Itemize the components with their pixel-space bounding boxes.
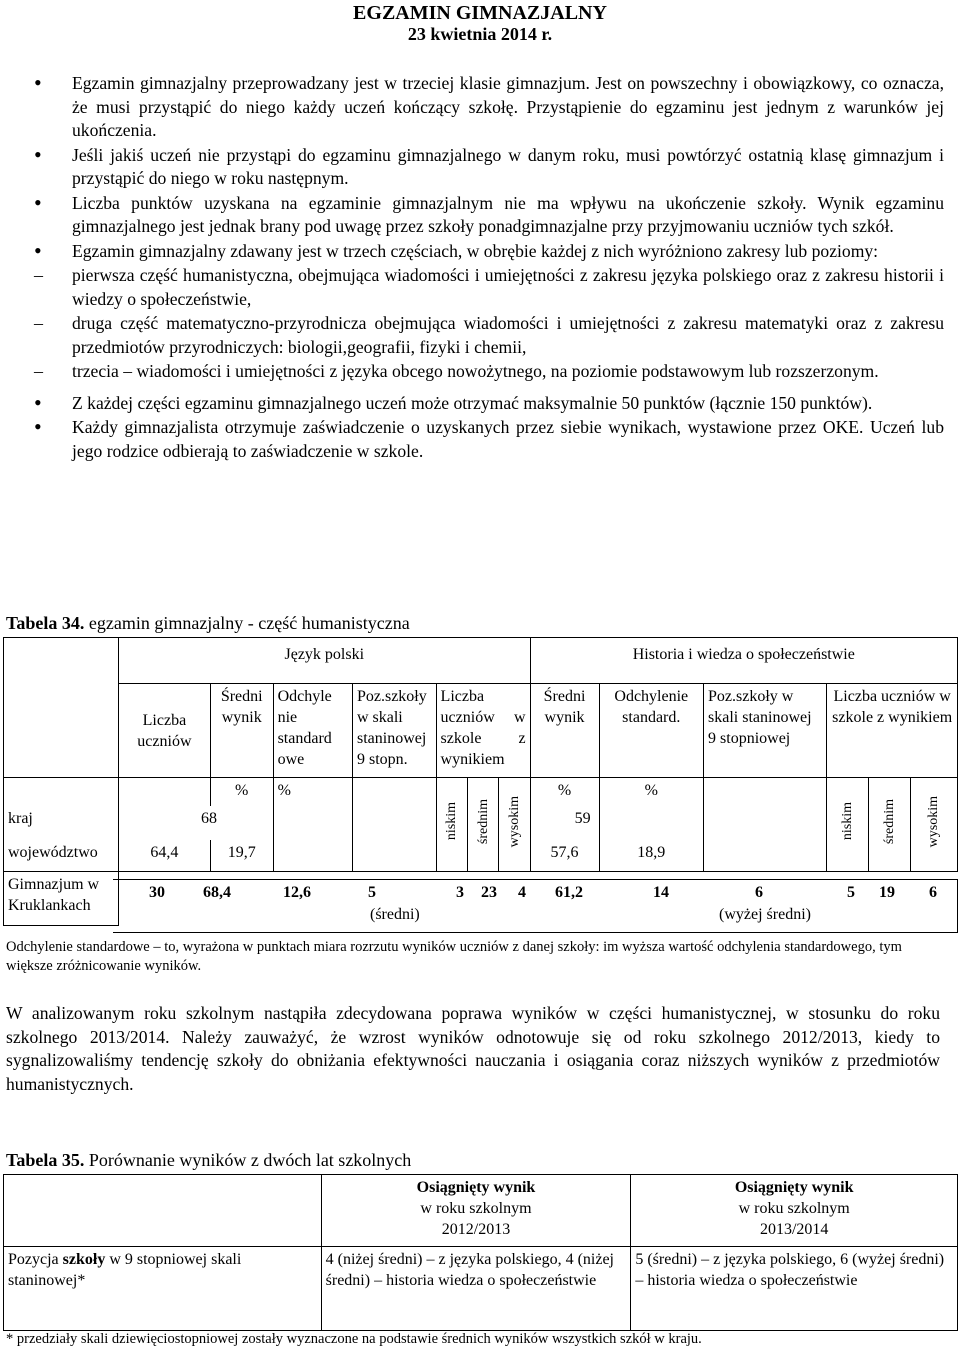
table34-caption: Tabela 34. egzamin gimnazjalny - część humanistyczna — [6, 613, 410, 633]
analysis-paragraph: W analizowanym roku szkolnym nastąpiła zdecydowana poprawa wyników w części humanistycznej, w stosunku do roku szkolnego 2013/2014. Należy zauważyć, że wzrost wyników odnotowuje się od roku szkolnego 2012/2013, kiedy to sygnalizowaliśmy tendencję szkoły do obniżania efektywności nauczania i osiągania coraz niższych wyników z przedmiotów humanistycznych. — [6, 1003, 940, 1094]
gim-sredni-2: 61,2 — [555, 884, 583, 901]
col-2013: Osiągnięty wynik w roku szkolnym 2013/2014 — [631, 1175, 958, 1247]
gim-poz-2-note: (wyżej średni) — [719, 906, 811, 923]
list-item: • Egzamin gimnazjalny zdawany jest w trzech częściach, w obrębie każdej z nich wyróżniono zakresy lub poziomy: — [34, 240, 944, 264]
group-polish: Język polski — [118, 638, 530, 684]
woj-sredni-2: 57,6 — [530, 840, 599, 872]
gim-poz-note: (średni) — [370, 906, 420, 923]
row-label-woj: województwo — [4, 840, 119, 872]
exam-date: 23 kwietnia 2014 r. — [407, 24, 553, 44]
page-title: EGZAMIN GIMNAZJALNY — [353, 2, 607, 24]
list-item: • Egzamin gimnazjalny przeprowadzany jest w trzeciej klasie gimnazjum. Jest on powszechny i obowiązkowy, co oznacza, że musi przystąpić do niego każdy uczeń kończący szkołę. Przystąpienie do egzaminu jest jednym z warunków jej ukończenia. — [34, 72, 944, 143]
std-dev-note: Odchylenie standardowe – to, wyrażona w punktach miara rozrzutu wyników uczniów z danej szkoły: im wyższa wartość odchylenia standardowego, tym większe zróżnicowanie wyników. — [6, 939, 902, 974]
list-item: – druga część matematyczno-przyrodnicza obejmująca wiadomości i umiejętności z zakresu matematyki oraz z zakresu przedmiotów przyrodniczych: biologii,geografii, fizyki i chemii, — [34, 312, 944, 359]
level-high: wysokim — [506, 795, 522, 848]
kraj-sredni: 68 — [118, 806, 273, 840]
list-item: • Liczba punktów uzyskana na egzaminie gimnazjalnym nie ma wpływu na ukończenie szkoły. Wynik egzaminu gimnazjalnego jest jednak brany pod uwagę przez szkoły ponadgimnazjalne przy przyjmowaniu uczniów tych szkół. — [34, 192, 944, 239]
level-high-2: wysokim — [926, 795, 942, 848]
list-item: • Z każdej części egzaminu gimnazjalnego uczeń może otrzymać maksymalnie 50 punktów (łącznie 150 punktów). — [34, 392, 944, 416]
level-mid: średnim — [475, 798, 491, 845]
list-item: – trzecia – wiadomości i umiejętności z języka obcego nowożytnego, na poziomie podstawowym lub rozszerzonym. — [34, 360, 944, 384]
table35-caption: Tabela 35. Porównanie wyników z dwóch lat szkolnych — [6, 1150, 412, 1170]
header-liczba-w: Liczba uczniów w szkole z wynikiem — [436, 684, 530, 778]
list-item: – pierwsza część humanistyczna, obejmująca wiadomości i umiejętności z zakresu języka polskiego oraz z zakresu historii i wiedzy o społeczeństwie, — [34, 264, 944, 311]
table-35 — [3, 1174, 958, 1331]
gim-odch-2: 14 — [653, 884, 669, 901]
gim-s: 23 — [481, 884, 497, 901]
list-item: • Każdy gimnazjalista otrzymuje zaświadczenie o uzyskanych przez siebie wynikach, wystawione przez OKE. Uczeń lub jego rodzice odbierają to zaświadczenie w szkole. — [34, 416, 944, 463]
header-sredni-2: Średni wynik — [530, 684, 599, 778]
level-mid-2: średnim — [881, 798, 897, 845]
gim-sredni: 68,4 — [203, 884, 231, 901]
header-liczba: Liczba uczniów — [118, 684, 210, 778]
gim-n-2: 5 — [847, 884, 855, 901]
gim-n: 3 — [456, 884, 464, 901]
gim-liczba: 30 — [149, 884, 165, 901]
table-34: Język polski Historia i wiedza o społeczeństwie Liczba uczniów Średni wynik Odchyle nie standard owe Poz.szkoły w skali staninowej 9 stopn. Liczba uczniów w szkole z wynikiem Średni wynik Odchylenie standard. Poz.szkoły w skali staninowej 9 stopniowej Liczba uczniów w szkole z wynikiem % % niskim średnim wysokim % % niskim średnim wysokim kraj 68 59 województwo 64,4 19,7 57,6 18,9 Gimnazjum w Kruklankach — [3, 637, 958, 926]
level-low: niskim — [444, 802, 460, 841]
woj-odch-2: 18,9 — [599, 840, 703, 872]
row-label-gim: Gimnazjum w Kruklankach — [4, 872, 119, 926]
group-history: Historia i wiedza o społeczeństwie — [530, 638, 957, 684]
gim-w: 4 — [518, 884, 526, 901]
col-2012: Osiągnięty wynik w roku szkolnym 2012/2013 — [321, 1175, 631, 1247]
value-2012: 4 (niżej średni) – z języka polskiego, 4 (niżej średni) – historia wiedza o społeczeństwie — [321, 1247, 631, 1331]
gim-s-2: 19 — [879, 884, 895, 901]
info-list — [34, 72, 944, 464]
gim-row-values — [113, 879, 958, 933]
header-odchyl: Odchyle nie standard owe — [273, 684, 352, 778]
gim-poz: 5 — [368, 884, 376, 901]
gim-odch: 12,6 — [283, 884, 311, 901]
header-odchyl-2: Odchylenie standard. — [599, 684, 703, 778]
footnote: * przedziały skali dziewięciostopniowej zostały wyznaczone na podstawie średnich wyników wszystkich szkół w kraju. — [6, 1331, 702, 1347]
header-poz-2: Poz.szkoły w skali staninowej 9 stopniowej — [704, 684, 827, 778]
woj-odch: 19,7 — [210, 840, 273, 872]
level-low-2: niskim — [840, 802, 856, 841]
gim-w-2: 6 — [929, 884, 937, 901]
list-item: • Jeśli jakiś uczeń nie przystąpi do egzaminu gimnazjalnego w danym roku, musi powtórzyć ostatnią klasę gimnazjum i przystąpić do niego w roku następnym. — [34, 144, 944, 191]
value-2013: 5 (średni) – z języka polskiego, 6 (wyżej średni) – historia wiedza o społeczeństwie — [631, 1247, 958, 1331]
header-poz: Poz.szkoły w skali staninowej 9 stopn. — [352, 684, 436, 778]
gim-poz-2: 6 — [755, 884, 763, 901]
header-sredni: Średni wynik — [210, 684, 273, 778]
woj-sredni: 64,4 — [118, 840, 210, 872]
row-label-position: Pozycja szkoły w 9 stopniowej skali staninowej* — [4, 1247, 322, 1331]
header-liczba-w-2: Liczba uczniów w szkole z wynikiem — [827, 684, 958, 778]
row-label-kraj: kraj — [4, 806, 119, 840]
kraj-sredni-2: 59 — [530, 806, 599, 840]
